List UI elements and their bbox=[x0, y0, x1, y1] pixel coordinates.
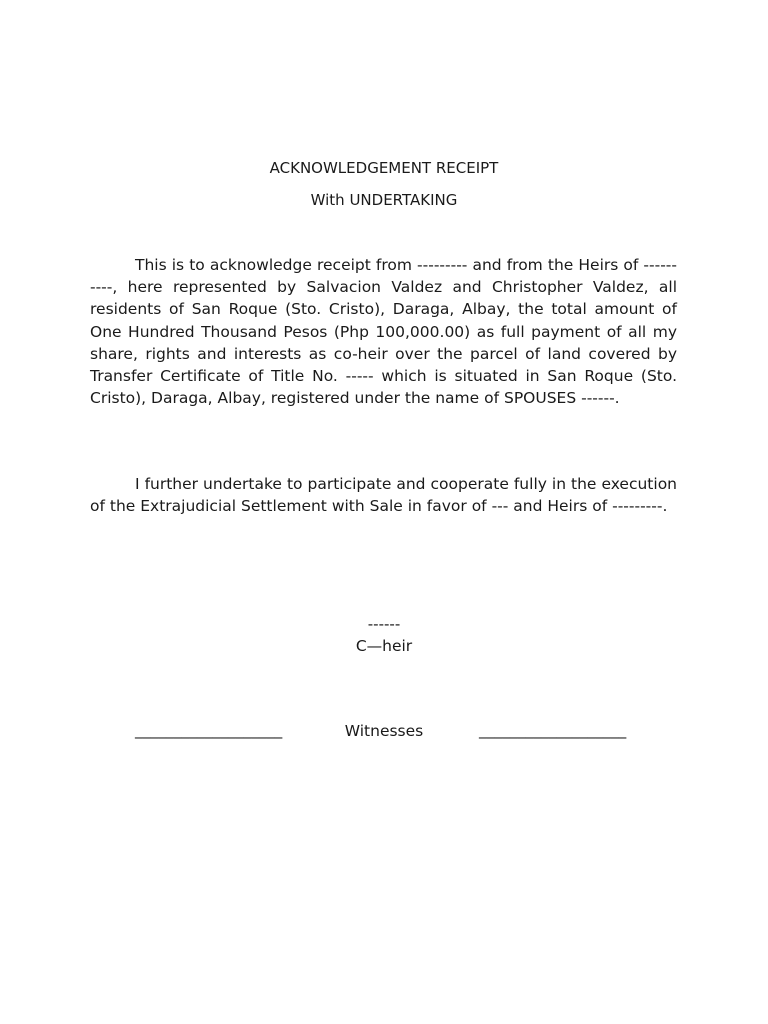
signatory-name: ------ bbox=[367, 615, 401, 633]
witness-signature-line-left: ___________________ bbox=[135, 721, 283, 739]
body-paragraph-undertaking: I further undertake to participate and cooperate fully in the execution of the Extrajudicial Settlement with Sale in favor of --- and Heirs of ---------. bbox=[90, 475, 677, 516]
witness-signature-line-right: ___________________ bbox=[479, 721, 627, 739]
witnesses-label: Witnesses bbox=[344, 722, 424, 740]
document-title: ACKNOWLEDGEMENT RECEIPT bbox=[269, 159, 499, 177]
body-paragraph-receipt: This is to acknowledge receipt from --------- and from the Heirs of ----------, here represented by Salvacion Valdez and Christopher Valdez, all residents of San Roque (Sto. Cristo), Daraga, Albay, the total amount of One Hundred Thousand Pesos (Php 100,000.00) as full payment of all my share, rights and interests as co-heir over the parcel of land covered by Transfer Certificate of Title No. ----- which is situated in San Roque (Sto. Cristo), Daraga, Albay, registered under the name of SPOUSES ------. bbox=[90, 256, 677, 408]
document-subtitle: With UNDERTAKING bbox=[310, 191, 458, 209]
signatory-role: C—heir bbox=[355, 637, 413, 655]
